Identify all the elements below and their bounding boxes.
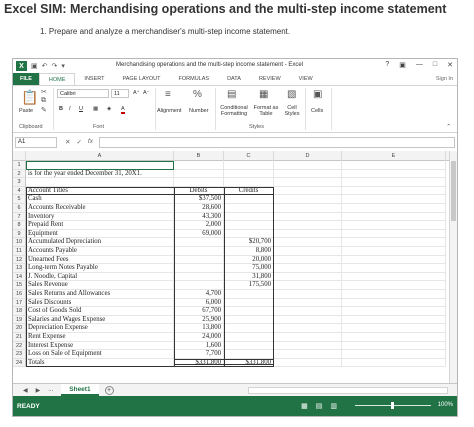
row-header[interactable]: 4	[13, 187, 26, 196]
table-row	[13, 161, 458, 170]
row-header[interactable]: 16	[13, 290, 26, 299]
more-sheets-icon[interactable]: ...	[48, 386, 54, 393]
conditional-formatting-icon[interactable]: ▤	[227, 89, 237, 100]
cell-a[interactable]: Depreciation Expense	[26, 324, 174, 333]
divider	[155, 88, 156, 130]
cell-e[interactable]	[342, 256, 446, 265]
cell-b[interactable]: 4,700	[174, 290, 224, 299]
undo-icon[interactable]: ↶	[41, 63, 48, 70]
cell-a[interactable]: Cash	[26, 195, 174, 204]
cell-d[interactable]	[274, 264, 342, 273]
cell-a[interactable]: Accumulated Depreciation	[26, 238, 174, 247]
cell-a[interactable]: Inventory	[26, 213, 174, 222]
cell-c[interactable]	[224, 178, 274, 187]
status-text: READY	[17, 402, 40, 410]
tab-formulas[interactable]: FORMULAS	[178, 76, 210, 82]
excel-logo-icon: X	[16, 61, 27, 71]
table-row	[13, 256, 458, 265]
row-header[interactable]: 2	[13, 170, 26, 179]
view-buttons	[301, 402, 337, 410]
minimize-icon[interactable]: —	[415, 61, 423, 68]
cells-button[interactable]: Cells	[311, 108, 324, 114]
table-row	[13, 204, 458, 213]
cell-b[interactable]: 6,000	[174, 299, 224, 308]
row-header[interactable]: 20	[13, 324, 26, 333]
cell-b[interactable]: 24,000	[174, 333, 224, 342]
format-as-table-button[interactable]: Format as Table	[253, 105, 279, 117]
cell-a[interactable]: Sales Discounts	[26, 299, 174, 308]
paste-icon[interactable]: 📋	[21, 89, 39, 105]
divider	[53, 88, 54, 130]
cell-a[interactable]: Long-term Notes Payable	[26, 264, 174, 273]
ribbon	[13, 85, 457, 133]
cell-a[interactable]: Equipment	[26, 230, 174, 239]
cells-icon[interactable]: ▣	[313, 89, 323, 100]
cell-e[interactable]	[342, 204, 446, 213]
cancel-icon[interactable]: ✕	[65, 139, 71, 146]
cell-c[interactable]	[224, 221, 274, 230]
table-row	[13, 221, 458, 230]
column-header-e[interactable]: E	[342, 151, 446, 161]
cell-e[interactable]	[342, 324, 446, 333]
save-icon[interactable]: ▣	[31, 63, 38, 70]
sheet-bar	[13, 383, 457, 396]
ribbon-tabs	[13, 73, 457, 85]
fill-color-icon[interactable]: ◈	[107, 106, 112, 112]
cell-c[interactable]: 75,000	[224, 264, 274, 273]
cell-d[interactable]	[274, 316, 342, 325]
underline-button[interactable]: U	[79, 106, 83, 112]
next-sheet-icon[interactable]: ▶	[35, 387, 41, 394]
table-row	[13, 264, 458, 273]
cell-e[interactable]	[342, 230, 446, 239]
row-header[interactable]: 9	[13, 230, 26, 239]
italic-button[interactable]: I	[69, 106, 71, 112]
divider	[305, 88, 306, 130]
cell-c[interactable]: 20,000	[224, 256, 274, 265]
sheet-navigation	[23, 387, 53, 394]
cell-a[interactable]: Unearned Fees	[26, 256, 174, 265]
cell-a[interactable]: J. Noodle, Capital	[26, 273, 174, 282]
row-header[interactable]: 12	[13, 256, 26, 265]
cell-a[interactable]: Sales Revenue	[26, 281, 174, 290]
formula-bar	[13, 136, 457, 148]
cell-a[interactable]: Totals	[26, 359, 174, 368]
row-header[interactable]: 22	[13, 342, 26, 351]
collapse-ribbon-icon[interactable]: ⌃	[446, 124, 451, 130]
cell-c[interactable]	[224, 213, 274, 222]
maximize-icon[interactable]: □	[432, 61, 438, 68]
cell-b[interactable]: 1,600	[174, 342, 224, 351]
cell-e[interactable]	[342, 290, 446, 299]
cell-c[interactable]: $331,800	[224, 359, 274, 368]
row-header[interactable]: 5	[13, 195, 26, 204]
cell-a[interactable]: is for the year ended December 31, 20X1.	[26, 170, 174, 179]
cell-b[interactable]	[174, 161, 224, 170]
sheet-tab-sheet1[interactable]: Sheet1	[61, 384, 98, 396]
close-icon[interactable]: ✕	[447, 62, 453, 69]
row-header[interactable]: 11	[13, 247, 26, 256]
cell-d[interactable]	[274, 170, 342, 179]
table-row	[13, 170, 458, 179]
cell-d[interactable]	[274, 342, 342, 351]
format-painter-icon[interactable]: ✎	[41, 107, 47, 114]
cell-b[interactable]: 7,700	[174, 350, 224, 359]
cell-d[interactable]	[274, 195, 342, 204]
table-row	[13, 273, 458, 282]
divider	[331, 88, 332, 130]
cell-c[interactable]	[224, 350, 274, 359]
add-sheet-button[interactable]: +	[105, 386, 114, 395]
cell-styles-icon[interactable]: ▧	[287, 89, 297, 100]
cell-e[interactable]	[342, 307, 446, 316]
grow-font-icon[interactable]: A⁺	[133, 90, 140, 96]
status-bar	[13, 396, 457, 416]
table-row	[13, 238, 458, 247]
cell-e[interactable]	[342, 359, 446, 368]
cell-e[interactable]	[342, 187, 446, 196]
cell-d[interactable]	[274, 161, 342, 170]
cell-e[interactable]	[342, 350, 446, 359]
tab-file[interactable]: FILE	[13, 73, 39, 85]
cell-b[interactable]	[174, 238, 224, 247]
shrink-font-icon[interactable]: A⁻	[143, 90, 150, 96]
cell-e[interactable]	[342, 161, 446, 170]
format-as-table-icon[interactable]: ▦	[259, 89, 269, 100]
alignment-button[interactable]: Alignment	[157, 108, 182, 114]
formula-input[interactable]	[99, 137, 455, 148]
cell-d[interactable]	[274, 247, 342, 256]
conditional-formatting-button[interactable]: Conditional Formatting	[220, 105, 248, 117]
cell-d[interactable]	[274, 307, 342, 316]
table-row	[13, 307, 458, 316]
cell-a[interactable]: Accounts Receivable	[26, 204, 174, 213]
cell-b[interactable]: 13,800	[174, 324, 224, 333]
font-name-select[interactable]: Calibri	[57, 89, 109, 98]
divider	[215, 88, 216, 130]
tab-view[interactable]: VIEW	[298, 76, 313, 82]
cell-c[interactable]	[224, 299, 274, 308]
cell-c[interactable]	[224, 161, 274, 170]
cell-e[interactable]	[342, 273, 446, 282]
table-row	[13, 342, 458, 351]
cell-a[interactable]	[26, 178, 174, 187]
cell-c[interactable]	[224, 316, 274, 325]
zoom-slider-handle[interactable]	[391, 402, 394, 409]
cell-c[interactable]: 8,800	[224, 247, 274, 256]
vertical-scroll-thumb[interactable]	[451, 161, 456, 221]
cell-e[interactable]	[342, 195, 446, 204]
number-format-icon[interactable]: %	[193, 89, 202, 100]
cut-icon[interactable]: ✂	[41, 89, 47, 96]
name-box[interactable]: A1	[15, 137, 57, 148]
column-header-b[interactable]: B	[174, 151, 224, 161]
row-header[interactable]: 21	[13, 333, 26, 342]
cell-a[interactable]	[26, 161, 174, 170]
number-button[interactable]: Number	[189, 108, 209, 114]
cell-a[interactable]: Salaries and Wages Expense	[26, 316, 174, 325]
column-headers	[13, 151, 458, 161]
cell-a[interactable]: Interest Expense	[26, 342, 174, 351]
row-header[interactable]: 3	[13, 178, 26, 187]
cell-e[interactable]	[342, 281, 446, 290]
cell-c[interactable]	[224, 170, 274, 179]
table-row	[13, 213, 458, 222]
cell-b[interactable]: 2,000	[174, 221, 224, 230]
row-header[interactable]: 6	[13, 204, 26, 213]
zoom-slider[interactable]	[355, 405, 431, 406]
borders-icon[interactable]: ▦	[93, 106, 99, 112]
table-row	[13, 178, 458, 187]
cell-e[interactable]	[342, 342, 446, 351]
select-all-button[interactable]	[13, 151, 26, 161]
paste-button[interactable]: Paste	[19, 108, 34, 114]
tab-home[interactable]: HOME	[39, 73, 76, 85]
cell-c[interactable]: $20,700	[224, 238, 274, 247]
ribbon-display-icon[interactable]: ▣	[399, 62, 406, 69]
cell-b[interactable]	[174, 264, 224, 273]
insert-function-icon[interactable]: fx	[87, 138, 93, 145]
cell-b[interactable]	[174, 170, 224, 179]
cell-c[interactable]	[224, 204, 274, 213]
row-header[interactable]: 8	[13, 221, 26, 230]
table-row	[13, 247, 458, 256]
cell-b[interactable]: Debits	[174, 187, 224, 196]
cell-d[interactable]	[274, 273, 342, 282]
cell-b[interactable]	[174, 178, 224, 187]
bold-button[interactable]: B	[59, 106, 63, 112]
row-header[interactable]: 7	[13, 213, 26, 222]
table-row	[13, 230, 458, 239]
cell-b[interactable]	[174, 256, 224, 265]
table-row	[13, 299, 458, 308]
cell-a[interactable]: Rent Expense	[26, 333, 174, 342]
copy-icon[interactable]: ⧉	[41, 97, 46, 104]
cell-c[interactable]: 175,500	[224, 281, 274, 290]
row-header[interactable]: 24	[13, 359, 26, 368]
cell-c[interactable]	[224, 333, 274, 342]
table-row	[13, 281, 458, 290]
row-header[interactable]: 18	[13, 307, 26, 316]
quick-access-toolbar	[31, 62, 65, 70]
instruction-text: 1. Prepare and analyze a merchandiser's multi-step income statement.	[40, 27, 291, 36]
cell-e[interactable]	[342, 170, 446, 179]
table-row	[13, 316, 458, 325]
table-row	[13, 187, 458, 196]
cell-d[interactable]	[274, 178, 342, 187]
cell-e[interactable]	[342, 316, 446, 325]
redo-icon[interactable]: ↷	[51, 63, 58, 70]
title-bar	[13, 59, 457, 73]
row-header[interactable]: 14	[13, 273, 26, 282]
cell-c[interactable]	[224, 230, 274, 239]
cell-e[interactable]	[342, 264, 446, 273]
cell-d[interactable]	[274, 290, 342, 299]
cell-b[interactable]	[174, 247, 224, 256]
cell-c[interactable]: 31,800	[224, 273, 274, 282]
tab-page-layout[interactable]: PAGE LAYOUT	[122, 76, 161, 82]
tab-insert[interactable]: INSERT	[84, 76, 105, 82]
window-title: Merchandising operations and the multi-step income statement - Excel	[116, 62, 304, 68]
cell-e[interactable]	[342, 333, 446, 342]
cell-c[interactable]	[224, 307, 274, 316]
cell-b[interactable]: 69,000	[174, 230, 224, 239]
page-break-view-icon[interactable]: ▥	[330, 403, 337, 410]
cell-a[interactable]: Account Titles	[26, 187, 174, 196]
formula-icons	[65, 138, 93, 146]
cell-d[interactable]	[274, 350, 342, 359]
cell-d[interactable]	[274, 299, 342, 308]
cell-d[interactable]	[274, 256, 342, 265]
cell-c[interactable]	[224, 195, 274, 204]
cell-a[interactable]: Accounts Payable	[26, 247, 174, 256]
cell-b[interactable]: 25,900	[174, 316, 224, 325]
column-header-c[interactable]: C	[224, 151, 274, 161]
alignment-icon[interactable]: ≡	[165, 89, 171, 100]
page-layout-view-icon[interactable]: ▤	[315, 403, 323, 410]
tab-review[interactable]: REVIEW	[258, 76, 281, 82]
zoom-level[interactable]: 100%	[437, 402, 453, 408]
cell-d[interactable]	[274, 187, 342, 196]
cell-c[interactable]	[224, 324, 274, 333]
previous-sheet-icon[interactable]: ◀	[23, 387, 28, 394]
sign-in-link[interactable]: Sign In	[435, 76, 453, 82]
cell-e[interactable]	[342, 238, 446, 247]
normal-view-icon[interactable]: ▦	[301, 403, 308, 410]
cell-d[interactable]	[274, 359, 342, 368]
cell-a[interactable]: Prepaid Rent	[26, 221, 174, 230]
row-header[interactable]: 23	[13, 350, 26, 359]
excel-window	[12, 58, 458, 417]
table-row	[13, 350, 458, 359]
cell-c[interactable]	[224, 342, 274, 351]
cell-styles-button[interactable]: Cell Styles	[284, 105, 300, 117]
row-header[interactable]: 10	[13, 238, 26, 247]
table-row	[13, 324, 458, 333]
row-header[interactable]: 19	[13, 316, 26, 325]
cell-d[interactable]	[274, 333, 342, 342]
cell-e[interactable]	[342, 247, 446, 256]
cell-b[interactable]: 43,300	[174, 213, 224, 222]
window-controls	[385, 61, 453, 69]
cell-a[interactable]: Loss on Sale of Equipment	[26, 350, 174, 359]
horizontal-scrollbar[interactable]	[248, 387, 448, 394]
row-header[interactable]: 13	[13, 264, 26, 273]
cell-c[interactable]: Credits	[224, 187, 274, 196]
row-header[interactable]: 17	[13, 299, 26, 308]
cell-b[interactable]: 28,600	[174, 204, 224, 213]
font-color-icon[interactable]: A	[121, 106, 125, 112]
enter-icon[interactable]: ✓	[76, 139, 82, 146]
cell-b[interactable]: 67,700	[174, 307, 224, 316]
cell-b[interactable]	[174, 273, 224, 282]
cell-d[interactable]	[274, 230, 342, 239]
cell-d[interactable]	[274, 213, 342, 222]
group-label-styles: Styles	[249, 124, 264, 130]
cell-b[interactable]: $331,800	[174, 359, 224, 368]
table-row	[13, 359, 458, 368]
cell-e[interactable]	[342, 221, 446, 230]
group-label-font: Font	[93, 124, 105, 130]
cell-d[interactable]	[274, 238, 342, 247]
help-icon[interactable]: ?	[385, 61, 390, 68]
cell-e[interactable]	[342, 178, 446, 187]
cell-c[interactable]	[224, 290, 274, 299]
cell-b[interactable]	[174, 281, 224, 290]
column-header-d[interactable]: D	[274, 151, 342, 161]
cell-e[interactable]	[342, 213, 446, 222]
page-title: Excel SIM: Merchandising operations and the multi-step income statement	[4, 2, 447, 16]
cell-d[interactable]	[274, 204, 342, 213]
table-row	[13, 195, 458, 204]
cell-a[interactable]: Sales Returns and Allowances	[26, 290, 174, 299]
cell-e[interactable]	[342, 299, 446, 308]
vertical-scrollbar[interactable]	[449, 151, 457, 383]
font-size-select[interactable]: 11	[111, 89, 129, 98]
cell-d[interactable]	[274, 221, 342, 230]
row-header[interactable]: 1	[13, 161, 26, 170]
cell-d[interactable]	[274, 324, 342, 333]
tab-data[interactable]: DATA	[227, 76, 241, 82]
cell-d[interactable]	[274, 281, 342, 290]
cell-a[interactable]: Cost of Goods Sold	[26, 307, 174, 316]
table-row	[13, 333, 458, 342]
customize-icon[interactable]: ▾	[61, 63, 65, 70]
row-header[interactable]: 15	[13, 281, 26, 290]
group-label-clipboard: Clipboard	[19, 124, 43, 130]
column-header-a[interactable]: A	[26, 151, 174, 161]
cell-b[interactable]: $37,500	[174, 195, 224, 204]
table-row	[13, 290, 458, 299]
